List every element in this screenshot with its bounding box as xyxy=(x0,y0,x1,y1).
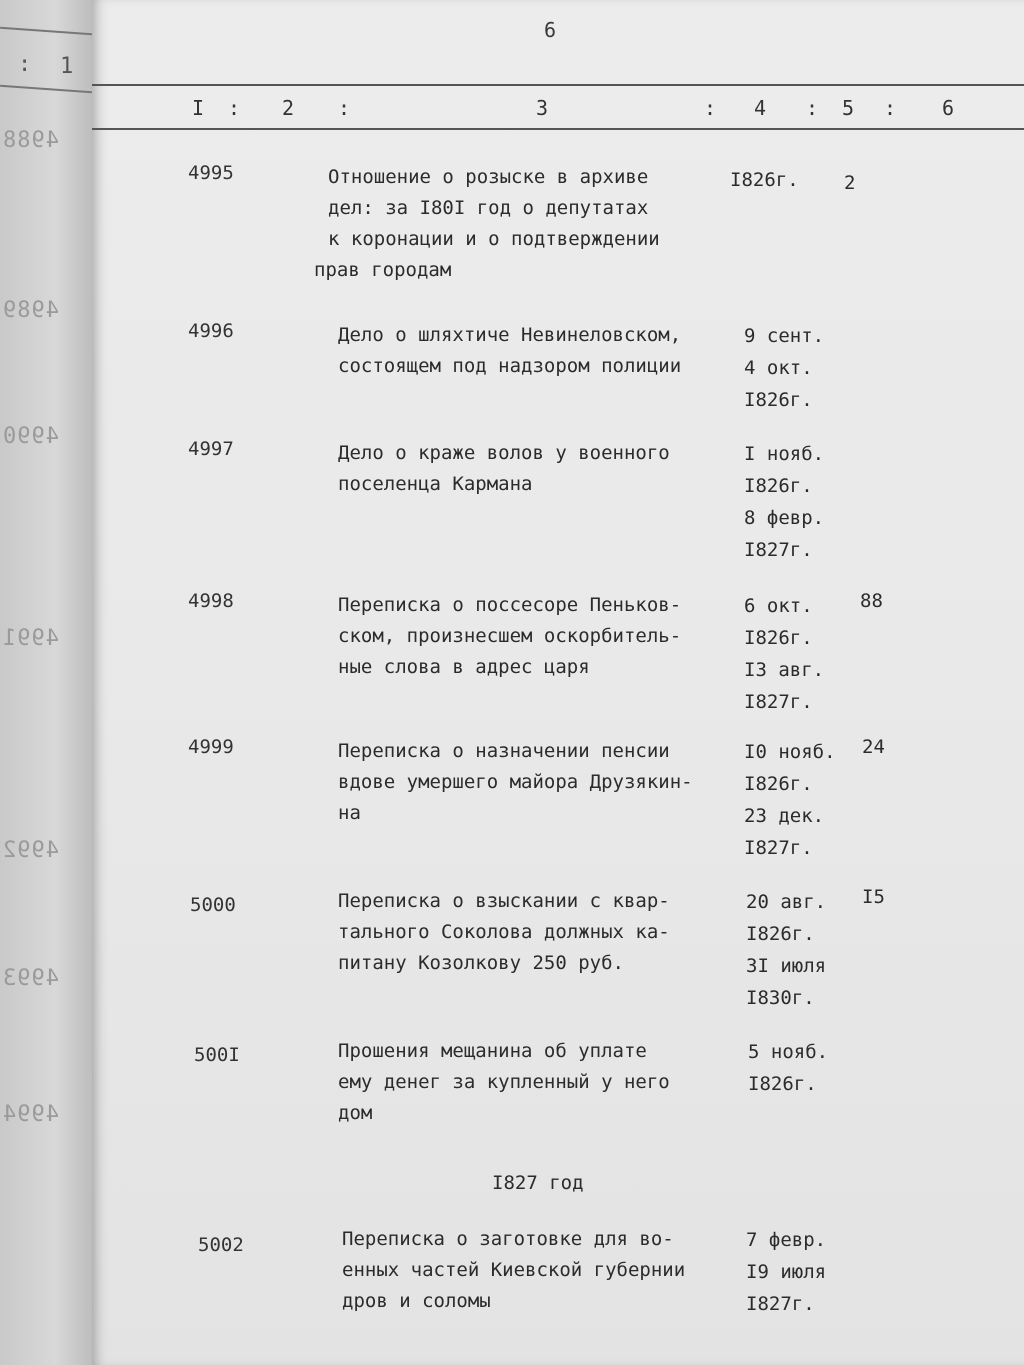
date-line: I9 июля xyxy=(746,1261,827,1283)
date-line: I826г. xyxy=(744,773,813,795)
description-line: енных частей Киевской губернии xyxy=(342,1259,686,1281)
date-line: I827г. xyxy=(744,539,813,561)
description-line: Дело о шляхтиче Невинеловском, xyxy=(338,324,682,346)
date-line: I826г. xyxy=(744,475,813,497)
previous-page-header-colon: : xyxy=(18,52,32,77)
date-line: 6 окт. xyxy=(744,595,813,617)
entry-description xyxy=(338,438,670,500)
date-line: 8 февр. xyxy=(744,507,825,529)
date-line: I нояб. xyxy=(744,443,825,465)
previous-page-bleed-number: 4994 xyxy=(2,1102,59,1127)
previous-page-bleed-number: 4992 xyxy=(2,838,59,863)
entry-description xyxy=(338,320,681,382)
date-line: I826г. xyxy=(744,627,813,649)
entry-description xyxy=(342,1224,685,1317)
entry-dates xyxy=(744,736,836,864)
description-line: Переписка о поссесоре Пеньков- xyxy=(338,594,682,616)
entry-number: 4997 xyxy=(188,438,234,460)
previous-page-header-fragment: 1 xyxy=(60,54,74,79)
header-col-1: I xyxy=(192,96,205,120)
date-line: I826г. xyxy=(730,169,799,191)
previous-page-edge xyxy=(0,0,92,1365)
date-line: I827г. xyxy=(744,837,813,859)
previous-page-bleed-number: 4988 xyxy=(2,128,59,153)
date-line: 23 дек. xyxy=(744,805,825,827)
entry-number: 4996 xyxy=(188,320,234,342)
header-col-5: 5 xyxy=(842,96,855,120)
entry-dates xyxy=(730,164,799,196)
header-separator: : xyxy=(704,96,717,120)
description-line: Переписка о взыскании с квар- xyxy=(338,890,670,912)
header-bottom-rule xyxy=(92,128,1024,130)
description-line: поселенца Кармана xyxy=(338,473,533,495)
description-line: Переписка о заготовке для во- xyxy=(342,1228,674,1250)
entry-sheets: 2 xyxy=(844,172,856,194)
entry-dates xyxy=(744,590,824,718)
date-line: 4 окт. xyxy=(744,357,813,379)
description-line: дров и соломы xyxy=(342,1290,491,1312)
header-top-rule xyxy=(92,84,1024,86)
entry-description xyxy=(338,736,693,829)
date-line: I0 нояб. xyxy=(744,741,836,763)
date-line: I826г. xyxy=(746,923,815,945)
entry-dates xyxy=(746,1224,826,1320)
description-line: дом xyxy=(338,1102,373,1124)
header-col-6: 6 xyxy=(942,96,955,120)
description-line: Дело о краже волов у военного xyxy=(338,442,670,464)
entry-number: 5000 xyxy=(190,894,236,916)
entry-sheets: I5 xyxy=(862,886,885,908)
description-line: тального Соколова должных ка- xyxy=(338,921,670,943)
date-line: 7 февр. xyxy=(746,1229,827,1251)
document-page xyxy=(92,0,1024,1365)
date-line: 3I июля xyxy=(746,955,827,977)
header-separator: : xyxy=(228,96,241,120)
entry-dates xyxy=(744,438,824,566)
date-line: I3 авг. xyxy=(744,659,825,681)
entry-number: 4999 xyxy=(188,736,234,758)
previous-page-bleed-number: 4989 xyxy=(2,298,59,323)
entry-sheets: 24 xyxy=(862,736,885,758)
date-line: 9 сент. xyxy=(744,325,825,347)
entry-number: 4998 xyxy=(188,590,234,612)
description-line: Переписка о назначении пенсии xyxy=(338,740,670,762)
header-col-4: 4 xyxy=(754,96,767,120)
entry-dates xyxy=(748,1036,828,1100)
description-line: ему денег за купленный у него xyxy=(338,1071,670,1093)
entry-number: 500I xyxy=(194,1044,240,1066)
previous-page-rule xyxy=(0,27,92,35)
description-line: на xyxy=(338,802,361,824)
description-line: ные слова в адрес царя xyxy=(338,656,590,678)
description-line: Отношение о розыске в архиве xyxy=(328,166,649,188)
date-line: I827г. xyxy=(744,691,813,713)
header-separator: : xyxy=(338,96,351,120)
header-separator: : xyxy=(806,96,819,120)
date-line: I830г. xyxy=(746,987,815,1009)
entry-description xyxy=(338,886,670,979)
description-line: ском, произнесшем оскорбитель- xyxy=(338,625,682,647)
description-line: дел: за I80I год о депутатах xyxy=(328,197,649,219)
description-line: к коронации и о подтверждении xyxy=(328,228,660,250)
description-line: питану Козолкову 250 руб. xyxy=(338,952,624,974)
header-col-2: 2 xyxy=(282,96,295,120)
date-line: 20 авг. xyxy=(746,891,827,913)
entry-number: 5002 xyxy=(198,1234,244,1256)
date-line: 5 нояб. xyxy=(748,1041,829,1063)
entry-number: 4995 xyxy=(188,162,234,184)
previous-page-bleed-number: 4993 xyxy=(2,966,59,991)
entry-dates xyxy=(746,886,826,1014)
description-line: Прошения мещанина об уплате xyxy=(338,1040,647,1062)
header-separator: : xyxy=(884,96,897,120)
date-line: I827г. xyxy=(746,1293,815,1315)
previous-page-rule xyxy=(0,85,92,93)
entry-sheets: 88 xyxy=(860,590,883,612)
entry-description xyxy=(314,162,660,286)
entry-dates xyxy=(744,320,824,416)
previous-page-bleed-number: 4990 xyxy=(2,424,59,449)
previous-page-bleed-number: 4991 xyxy=(2,626,59,651)
entry-description xyxy=(338,590,681,683)
page-number: 6 xyxy=(544,18,557,42)
date-line: I826г. xyxy=(744,389,813,411)
date-line: I826г. xyxy=(748,1073,817,1095)
header-col-3: 3 xyxy=(536,96,549,120)
description-line: прав городам xyxy=(314,259,452,281)
entry-description xyxy=(338,1036,670,1129)
description-line: вдове умершего майора Друзякин- xyxy=(338,771,693,793)
year-heading: I827 год xyxy=(492,1172,584,1194)
description-line: состоящем под надзором полиции xyxy=(338,355,682,377)
